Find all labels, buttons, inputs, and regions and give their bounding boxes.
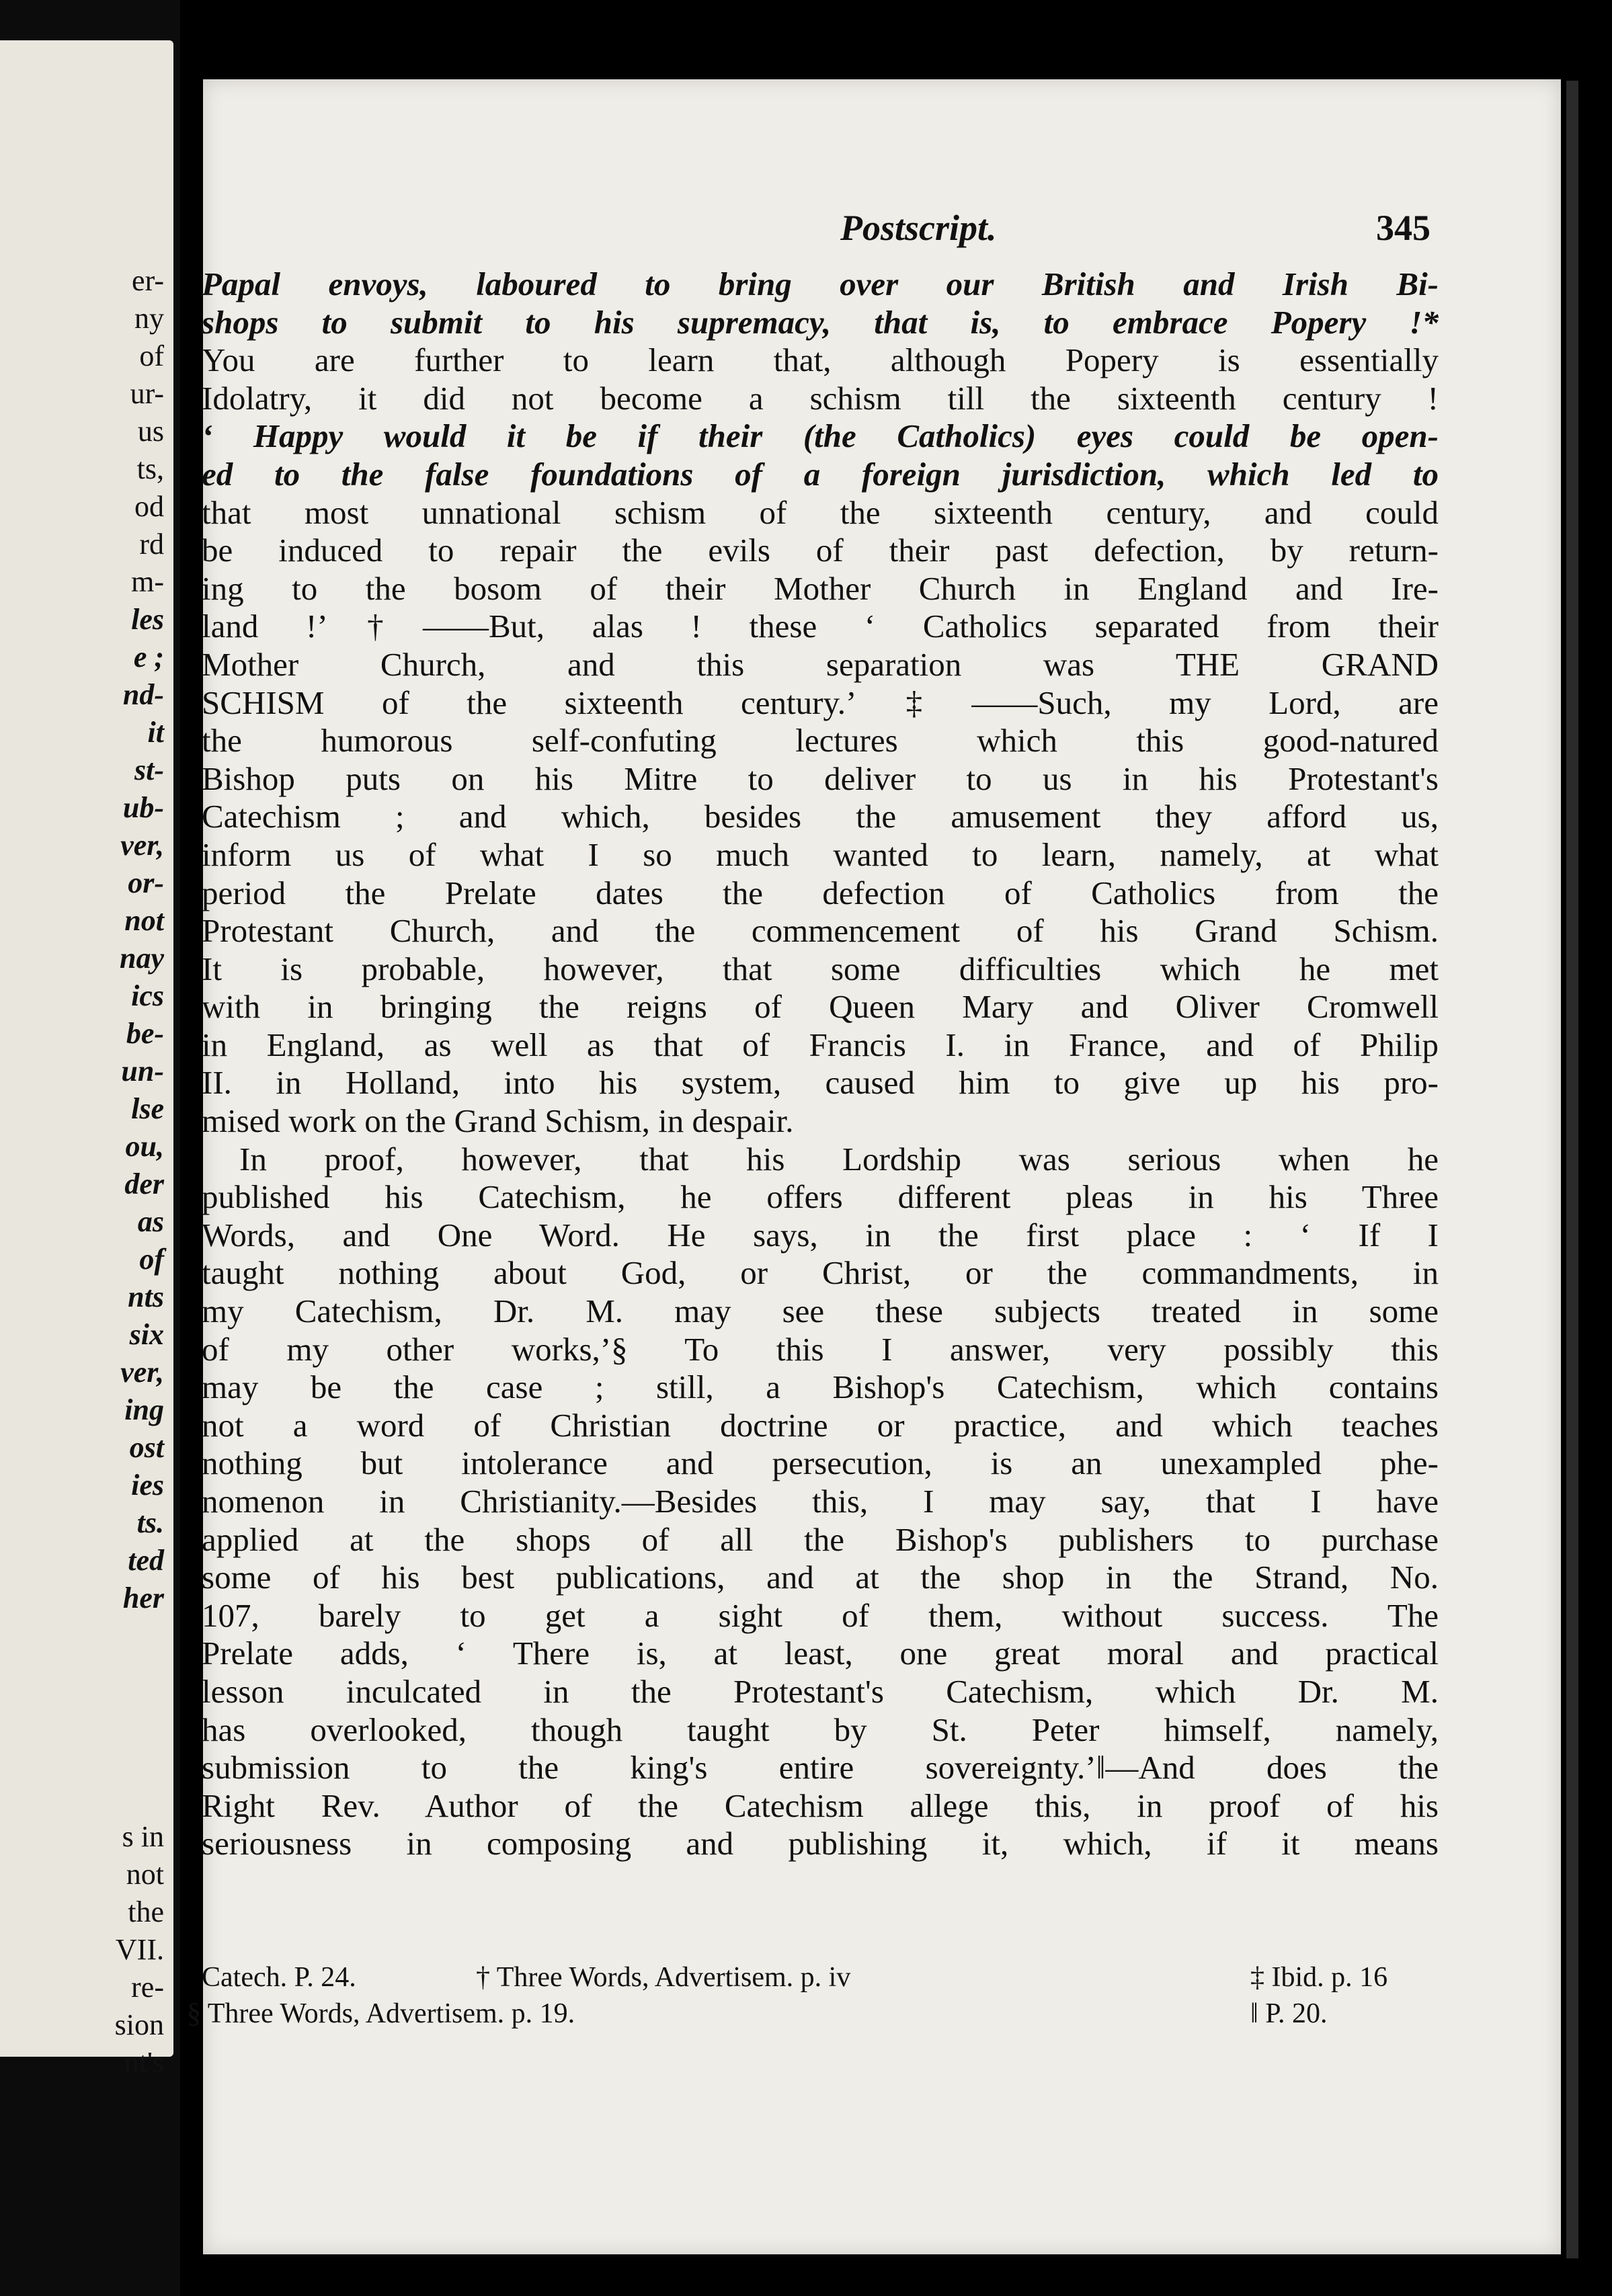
facing-page-fragment: sion: [114, 2008, 164, 2041]
facing-page-fragment: lse: [131, 1092, 164, 1125]
facing-page-fragment: nd-: [122, 678, 164, 711]
facing-page-fragment: der: [124, 1167, 164, 1200]
footnote-row: [202, 1959, 1432, 1996]
text-line: Right Rev. Author of the Catechism allege this, in proof of his: [202, 1787, 1439, 1824]
facing-page-fragment: nt's: [124, 2046, 164, 2079]
facing-page-fragment: ver,: [120, 829, 164, 862]
text-line: that most unnational schism of the sixteenth century, and could: [202, 493, 1439, 531]
facing-page-fragment: s in: [122, 1820, 164, 1853]
footnotes: [187, 1959, 1432, 2032]
facing-page-fragment: ny: [134, 302, 164, 335]
text-line: has overlooked, though taught by St. Peter himself, namely,: [202, 1711, 1439, 1748]
text-line: Bishop puts on his Mitre to deliver to us in his Protestant's: [202, 760, 1439, 797]
facing-page-fragment: un-: [121, 1055, 164, 1088]
facing-page-fragment: her: [122, 1582, 164, 1614]
text-line: shops to submit to his supremacy, that is, to embrace Popery !*: [202, 303, 1439, 341]
text-line: submission to the king's entire sovereignty.’‖—And does the: [202, 1749, 1439, 1787]
text-line: inform us of what I so much wanted to learn, namely, at what: [202, 835, 1439, 873]
facing-page-fragment: rd: [139, 528, 164, 561]
footnote-section: § Three Words, Advertisem. p. 19.: [187, 1998, 575, 2029]
facing-page-fragment: ts,: [136, 452, 164, 485]
footnote-dagger: † Three Words, Advertisem. p. iv: [476, 1962, 851, 1993]
facing-page-fragment: it: [147, 716, 164, 749]
facing-page-fragment: six: [129, 1318, 164, 1351]
facing-page-fragment: les: [131, 603, 164, 636]
facing-page-fragment: ou,: [125, 1130, 164, 1163]
facing-page-fragments-bottom: [115, 1818, 164, 2082]
facing-page-fragment: m-: [131, 565, 164, 598]
facing-page-fragment: VII.: [115, 1933, 164, 1966]
facing-page-fragment: ing: [124, 1393, 164, 1426]
facing-page-fragment: e ;: [133, 641, 164, 673]
text-line: lesson inculcated in the Protestant's Catechism, which Dr. M.: [202, 1672, 1439, 1710]
text-line: Papal envoys, laboured to bring over our British and Irish Bi-: [202, 265, 1439, 302]
text-line: published his Catechism, he offers different pleas in his Three: [202, 1178, 1439, 1216]
facing-page-fragment: ub-: [122, 791, 164, 824]
text-line: seriousness in composing and publishing it, which, if it means: [202, 1825, 1439, 1862]
footnote-catech: Catech. P. 24.: [202, 1962, 356, 1993]
text-line: land !’†——But, alas ! these ‘ Catholics separated from their: [202, 608, 1439, 645]
text-line: In proof, however, that his Lordship was serious when he: [239, 1140, 1439, 1178]
facing-page-fragments-top: [120, 262, 164, 1617]
facing-page-fragment: not: [126, 1858, 164, 1891]
text-line: ‘ Happy would it be if their (the Catholics) eyes could be open-: [202, 417, 1439, 455]
text-line: It is probable, however, that some difficulties which he met: [202, 950, 1439, 987]
body-text: [202, 265, 1439, 1863]
page-number: 345: [1376, 208, 1430, 248]
facing-page-fragment: ost: [129, 1431, 164, 1464]
text-line: of my other works,’§ To this I answer, very possibly this: [202, 1330, 1439, 1368]
facing-page-fragment: or-: [128, 866, 164, 899]
footnote-parallel: ‖ P. 20.: [1250, 1998, 1328, 2029]
facing-page-fragment: as: [137, 1205, 164, 1238]
text-line: period the Prelate dates the defection of Catholics from the: [202, 874, 1439, 911]
facing-page-fragment: ts.: [136, 1506, 164, 1539]
text-line: be induced to repair the evils of their past defection, by return-: [202, 532, 1439, 569]
text-line: applied at the shops of all the Bishop's publishers to purchase: [202, 1520, 1439, 1558]
facing-page-fragment: ted: [128, 1544, 164, 1577]
running-head-title: Postscript.: [840, 208, 997, 248]
text-line: the humorous self-confuting lectures which this good-natured: [202, 722, 1439, 760]
text-line: Prelate adds, ‘ There is, at least, one great moral and practical: [202, 1635, 1439, 1672]
text-line: SCHISM of the sixteenth century.’‡——Such, my Lord, are: [202, 684, 1439, 721]
facing-page-fragment: ver,: [120, 1356, 164, 1389]
text-line: Catechism ; and which, besides the amusement they afford us,: [202, 798, 1439, 835]
text-line: my Catechism, Dr. M. may see these subjects treated in some: [202, 1293, 1439, 1330]
facing-page-fragment: not: [124, 904, 164, 937]
text-line: in England, as well as that of Francis I. in France, and of Philip: [202, 1026, 1439, 1063]
footnote-double-dagger: ‡ Ibid. p. 16: [1250, 1962, 1388, 1993]
facing-page-fragment: us: [137, 415, 164, 448]
text-line: nothing but intolerance and persecution, is an unexampled phe-: [202, 1444, 1439, 1482]
facing-page-fragment: ies: [131, 1469, 164, 1502]
facing-page-fragment: ics: [131, 979, 164, 1012]
text-line: You are further to learn that, although Popery is essentially: [202, 341, 1439, 379]
facing-page-fragment: er-: [132, 264, 164, 297]
text-line: II. in Holland, into his system, caused him to give up his pro-: [202, 1064, 1439, 1102]
footnote-row: [187, 1996, 1432, 2032]
text-line: may be the case ; still, a Bishop's Catechism, which contains: [202, 1368, 1439, 1406]
facing-page-fragment: of: [139, 1243, 164, 1276]
running-head: [203, 207, 1561, 261]
text-line: not a word of Christian doctrine or practice, and which teaches: [202, 1406, 1439, 1444]
facing-page-fragment: of: [139, 339, 164, 372]
text-line: Idolatry, it did not become a schism till the sixteenth century !: [202, 379, 1439, 417]
text-line: mised work on the Grand Schism, in despair.: [202, 1102, 794, 1140]
facing-page-fragment: nts: [128, 1280, 164, 1313]
facing-page-fragment: od: [134, 490, 164, 523]
text-line: ing to the bosom of their Mother Church in England and Ire-: [202, 569, 1439, 607]
facing-page-fragment: re-: [131, 1971, 164, 2004]
text-line: ed to the false foundations of a foreign jurisdiction, which led to: [202, 455, 1439, 493]
facing-page-fragment: nay: [120, 942, 164, 975]
facing-page-fragment: ur-: [130, 377, 164, 410]
facing-page-fragment: be-: [126, 1017, 164, 1050]
facing-page-fragment: st-: [134, 753, 164, 786]
text-line: with in bringing the reigns of Queen Mary and Oliver Cromwell: [202, 988, 1439, 1026]
text-line: some of his best publications, and at the shop in the Strand, No.: [202, 1559, 1439, 1596]
facing-page-edge: [0, 40, 173, 2079]
facing-page-fragment: the: [128, 1895, 164, 1928]
page-edge-shadow: [1566, 81, 1578, 2258]
text-line: Mother Church, and this separation was THE GRAND: [202, 645, 1439, 683]
text-line: nomenon in Christianity.—Besides this, I may say, that I have: [202, 1483, 1439, 1520]
text-line: Protestant Church, and the commencement of his Grand Schism.: [202, 912, 1439, 950]
text-line: taught nothing about God, or Christ, or the commandments, in: [202, 1254, 1439, 1292]
text-line: 107, barely to get a sight of them, without success. The: [202, 1596, 1439, 1634]
text-line: Words, and One Word. He says, in the first place : ‘ If I: [202, 1216, 1439, 1254]
